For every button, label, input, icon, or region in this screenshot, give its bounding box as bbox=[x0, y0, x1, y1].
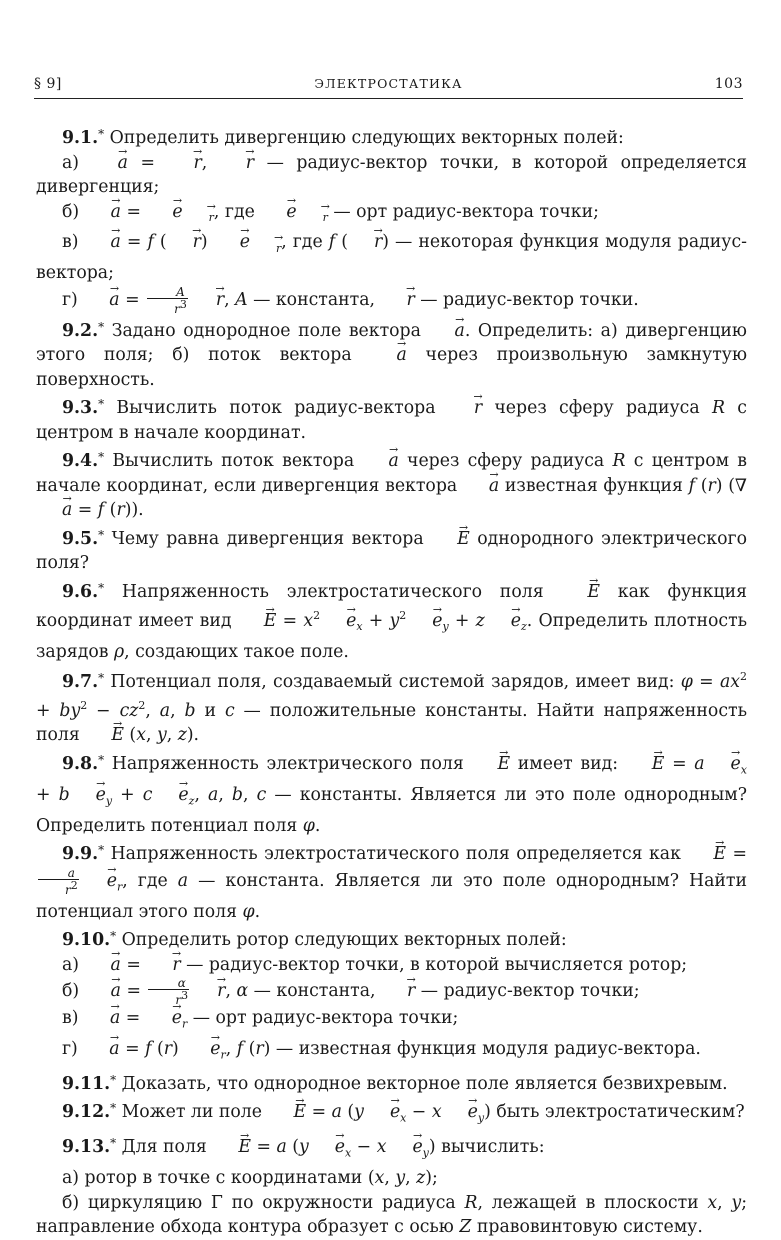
problem-9-2: 9.2.* Задано однородное поле вектора → a. Определить: а) дивергенцию этого поля; б) поток вектора → a через произвольную замкнутую поверхность. bbox=[36, 315, 747, 393]
problem-9-11: 9.11.* Доказать, что однородное векторное поле является безвихревым. bbox=[62, 1072, 728, 1094]
page-number: 103 bbox=[714, 76, 743, 92]
problem-9-6: 9.6.* Напряженность электростатического поля → E как функция координат имеет вид → $E = x^2\to e_x + y^2\to e_y + z\to e_z$. Определить плотность зарядов ρ, создающих такое поле. bbox=[36, 576, 747, 665]
running-head bbox=[34, 76, 743, 99]
problem-9-10-d: г) → a = f $(r) \to e_r$, f (r) — известная функция модуля радиус-вектора. bbox=[36, 1037, 747, 1068]
problem-9-3: 9.3.* Вычислить поток радиус-вектора → r через сферу радиуса R с центром в начале координат. bbox=[36, 392, 747, 445]
problem-9-1-d: г) → a = $\frac{A}{r^3}$ → r, A — константа, → r — радиус-вектор точки. bbox=[36, 286, 747, 315]
problem-9-10-a: а) → a = → r — радиус-вектор точки, в которой вычисляется ротор; bbox=[36, 953, 747, 978]
problems-text bbox=[36, 122, 747, 1240]
problem-9-8: 9.8.* Напряженность электрического поля → E имеет вид: → $E = a\to e_x + b\to e_y + c\to e_z$, a, b, c — константы. Является ли это поле однородным? Определить потенциал поля φ. bbox=[36, 748, 747, 838]
problem-text: Определить дивергенцию следующих векторных полей: bbox=[109, 128, 624, 148]
problem-9-7: 9.7.* Потенциал поля, создаваемый системой зарядов, имеет вид: $\varphi = ax^2 + by^2 - cz^2$, a, b и c — положительные константы. Найти напряженность поля → E (x, y, z). bbox=[36, 665, 747, 748]
problem-number: 9.1. bbox=[62, 128, 99, 148]
problem-9-10: 9.10.* Определить ротор следующих векторных полей: bbox=[62, 929, 567, 951]
problem-9-13-a: а) ротор в точке с координатами (x, y, z); bbox=[62, 1168, 438, 1189]
problem-9-12: 9.12.* Может ли поле → E = a $(y\to e_x - x\to e_y)$ быть электростатическим? bbox=[36, 1096, 747, 1131]
problem-9-1-a: а) → a = → r, → r — радиус-вектор точки, в которой определяется дивергенция; bbox=[36, 151, 747, 200]
problem-9-5: 9.5.* Чему равна дивергенция вектора → E однородного электрического поля? bbox=[36, 523, 747, 576]
problem-9-10-b: б) → a = $\frac{\alpha}{r^3}$ → r, α — константа, → r — радиус-вектор точки; bbox=[36, 977, 747, 1006]
problem-9-4: 9.4.* Вычислить поток вектора → a через сферу радиуса R с центром в начале координат, если дивергенция вектора → a известная функция f (r) (∇ → a = f (r)). bbox=[36, 445, 747, 523]
chapter-title: ЭЛЕКТРОСТАТИКА bbox=[314, 76, 463, 91]
problem-9-10-c: в) → a = → $e_r$ — орт радиус-вектора точки; bbox=[36, 1006, 747, 1037]
problem-9-13: 9.13.* Для поля → E = a $(y\to e_x - x\to e_y)$ вычислить: bbox=[36, 1131, 747, 1166]
section-mark: § 9] bbox=[34, 76, 62, 92]
problem-9-1-b: б) → a = → e→ $_r$, где → e→ $_r$ — орт радиус-вектора точки; bbox=[36, 200, 747, 231]
problem-9-9: 9.9.* Напряженность электростатического поля определяется как → E = $\frac{a}{r^2}$ → $e_r$, где a — константа. Является ли это поле однородным? Найти потенциал этого поля φ. bbox=[36, 838, 747, 924]
problem-9-13-b: б) циркуляцию Γ по окружности радиуса R, лежащей в плоскости x, y; направление обхода контура образует с осью Z правовинтовую систему. bbox=[36, 1192, 748, 1238]
problem-9-1-c: в) → a = f (→ r) → e→ $_r$, где f (→ r) — некоторая функция модуля радиус-вектора; bbox=[36, 230, 747, 285]
problem-9-1: 9.1.* Определить дивергенцию следующих векторных полей: bbox=[62, 127, 624, 148]
